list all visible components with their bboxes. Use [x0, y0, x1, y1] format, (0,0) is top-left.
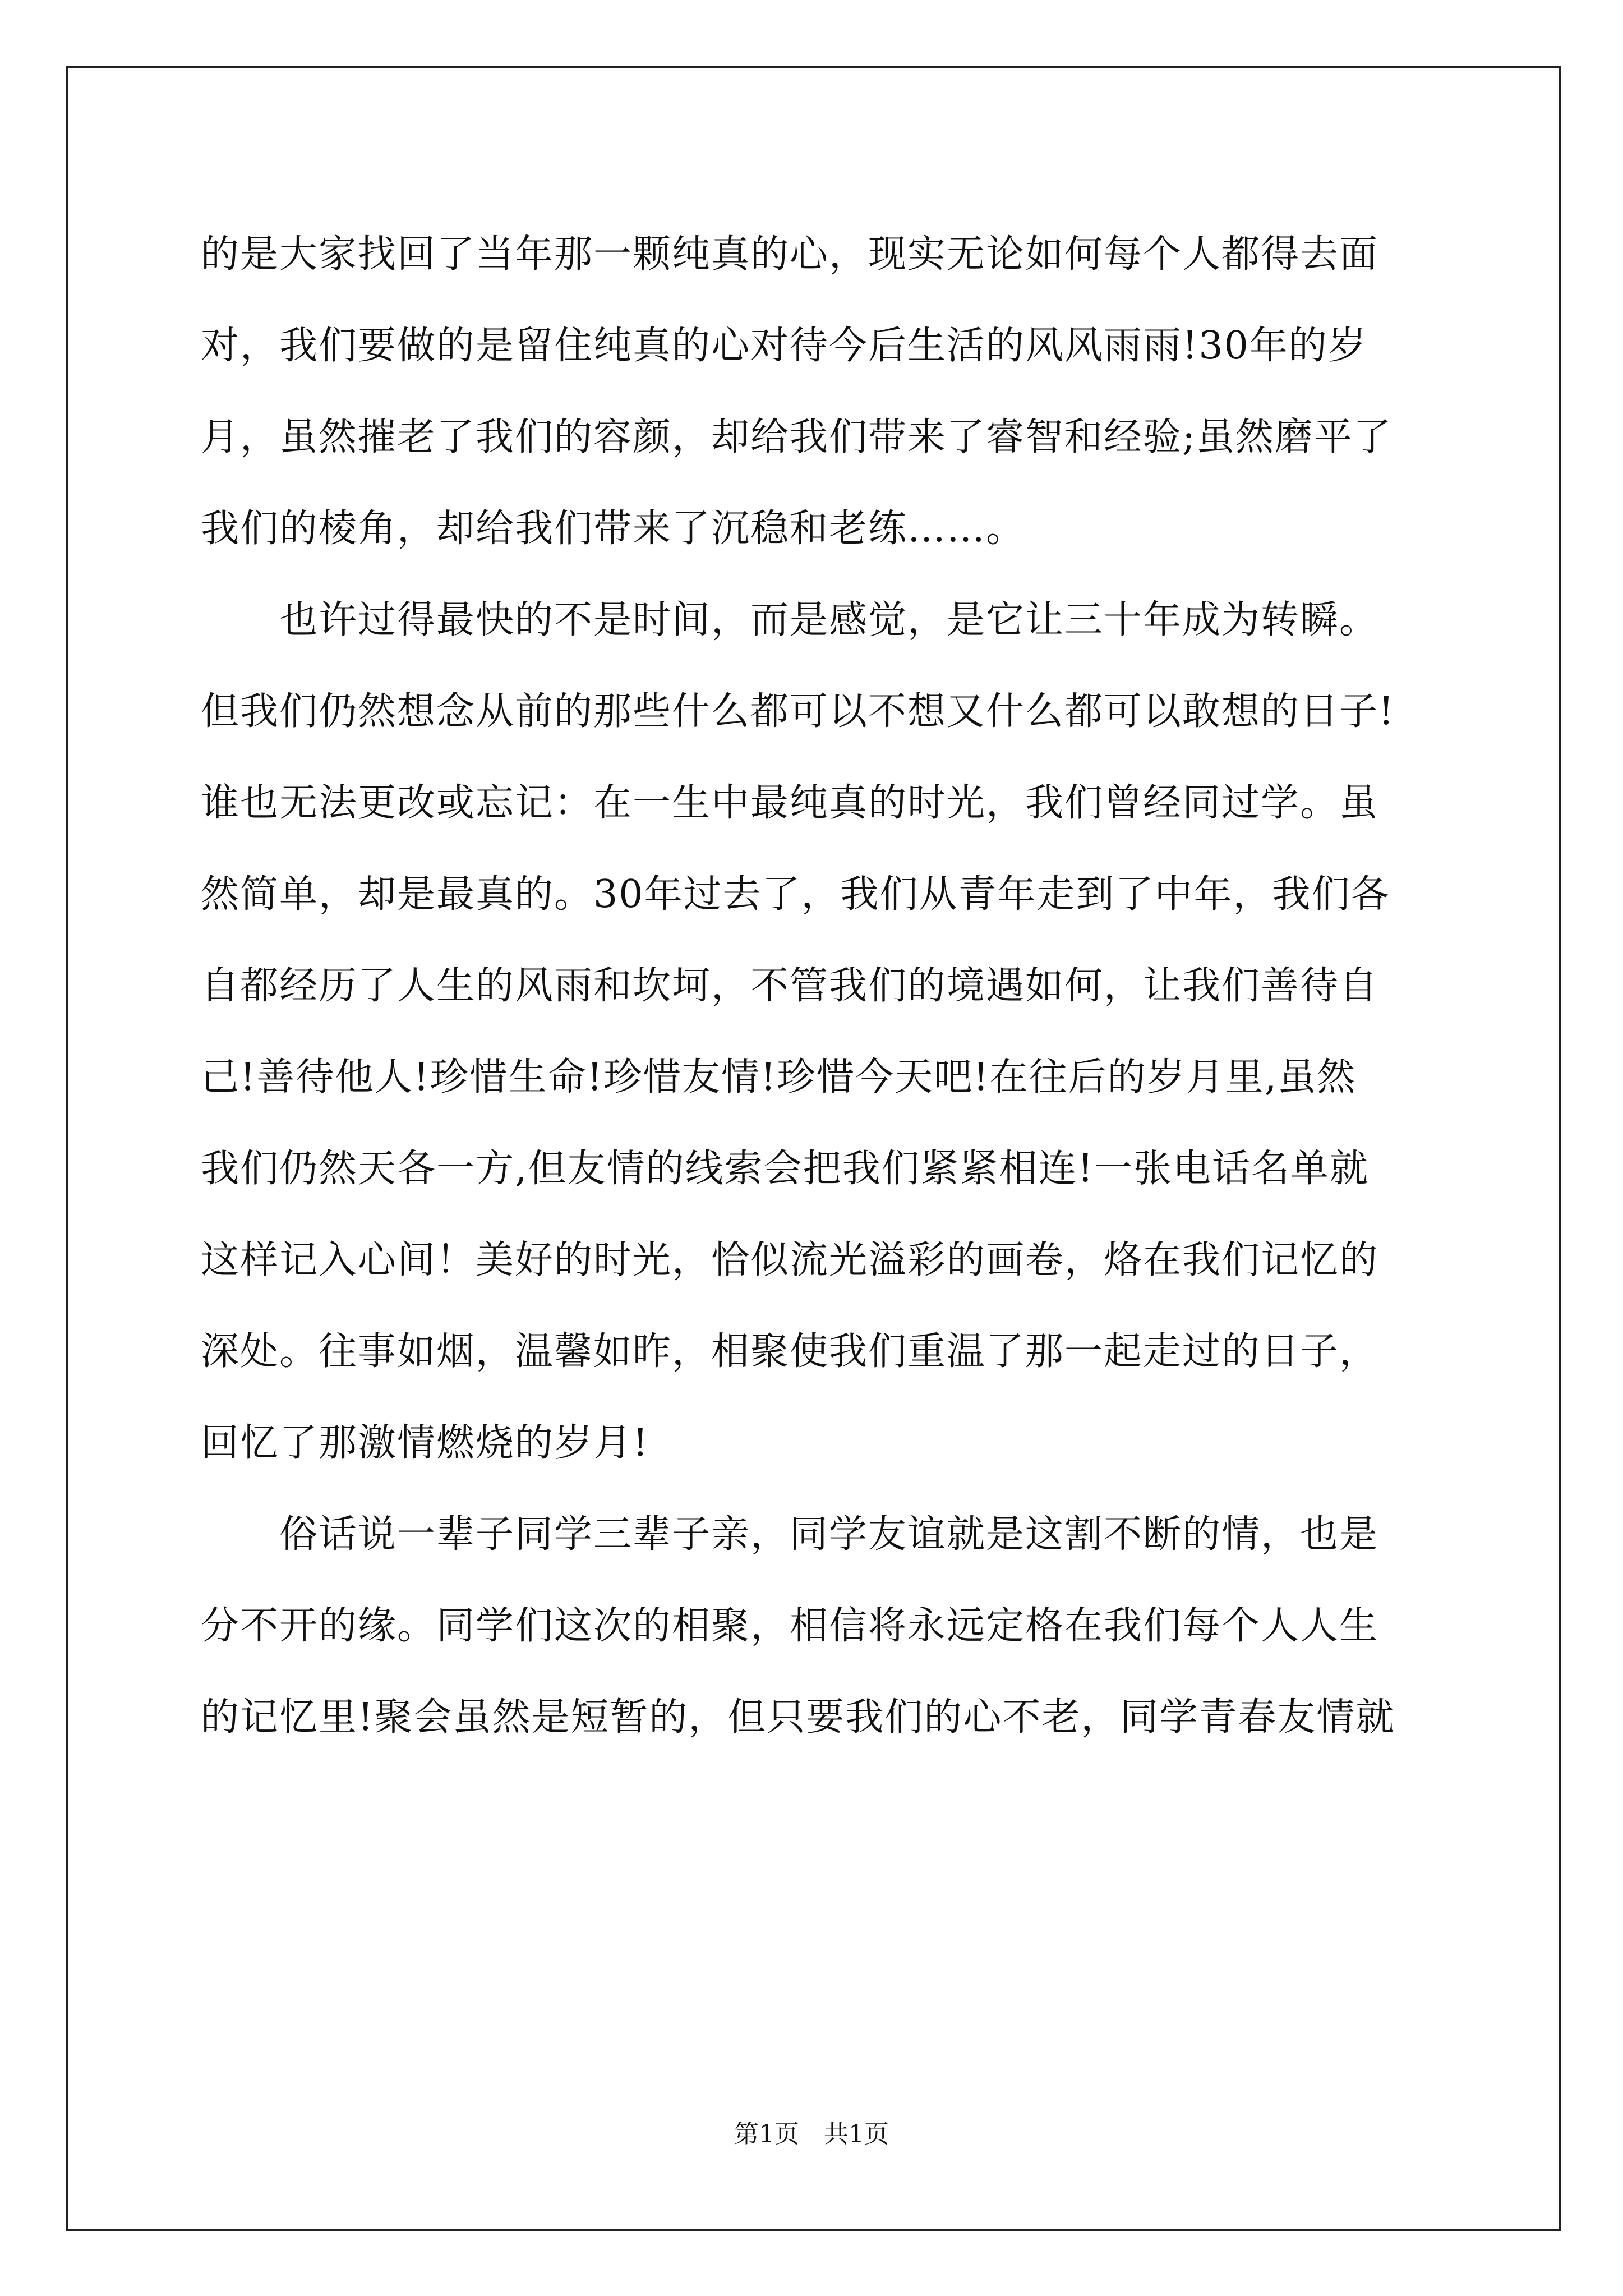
page-number-footer: 第1页 共1页	[734, 2120, 889, 2148]
text-line-2: 对，我们要做的是留住纯真的心对待今后生活的风风雨雨!30年的岁	[201, 324, 1367, 368]
text-line-16: 分不开的缘。同学们这次的相聚，相信将永远定格在我们每个人人生	[201, 1604, 1379, 1648]
text-line-14: 回忆了那激情燃烧的岁月!	[201, 1421, 649, 1465]
text-line-10: 己!善待他人!珍惜生命!珍惜友情!珍惜今天吧!在往后的岁月里,虽然	[201, 1055, 1357, 1099]
text-line-7: 谁也无法更改或忘记：在一生中最纯真的时光，我们曾经同过学。虽	[201, 781, 1379, 825]
text-line-13: 深处。往事如烟，温馨如昨，相聚使我们重温了那一起走过的日子，	[201, 1329, 1379, 1374]
text-line-3: 月，虽然摧老了我们的容颜，却给我们带来了睿智和经验;虽然磨平了	[201, 415, 1393, 459]
text-line-17: 的记忆里!聚会虽然是短暂的，但只要我们的心不老，同学青春友情就	[201, 1695, 1395, 1740]
text-line-1: 的是大家找回了当年那一颗纯真的心，现实无论如何每个人都得去面	[201, 232, 1379, 277]
text-line-15: 俗话说一辈子同学三辈子亲，同学友谊就是这割不断的情，也是	[201, 1512, 1379, 1557]
text-line-4: 我们的棱角，却给我们带来了沉稳和老练……。	[201, 507, 1026, 551]
text-line-8: 然简单，却是最真的。30年过去了，我们从青年走到了中年，我们各	[201, 872, 1390, 917]
text-line-11: 我们仍然天各一方,但友情的线索会把我们紧紧相连!一张电话名单就	[201, 1147, 1369, 1191]
text-line-9: 自都经历了人生的风雨和坎坷，不管我们的境遇如何，让我们善待自	[201, 964, 1379, 1008]
document-body	[201, 209, 1451, 1763]
text-line-6: 但我们仍然想念从前的那些什么都可以不想又什么都可以敢想的日子!	[201, 689, 1395, 734]
text-line-12: 这样记入心间！美好的时光，恰似流光溢彩的画卷，烙在我们记忆的	[201, 1238, 1379, 1282]
text-line-5: 也许过得最快的不是时间，而是感觉，是它让三十年成为转瞬。	[201, 598, 1379, 642]
